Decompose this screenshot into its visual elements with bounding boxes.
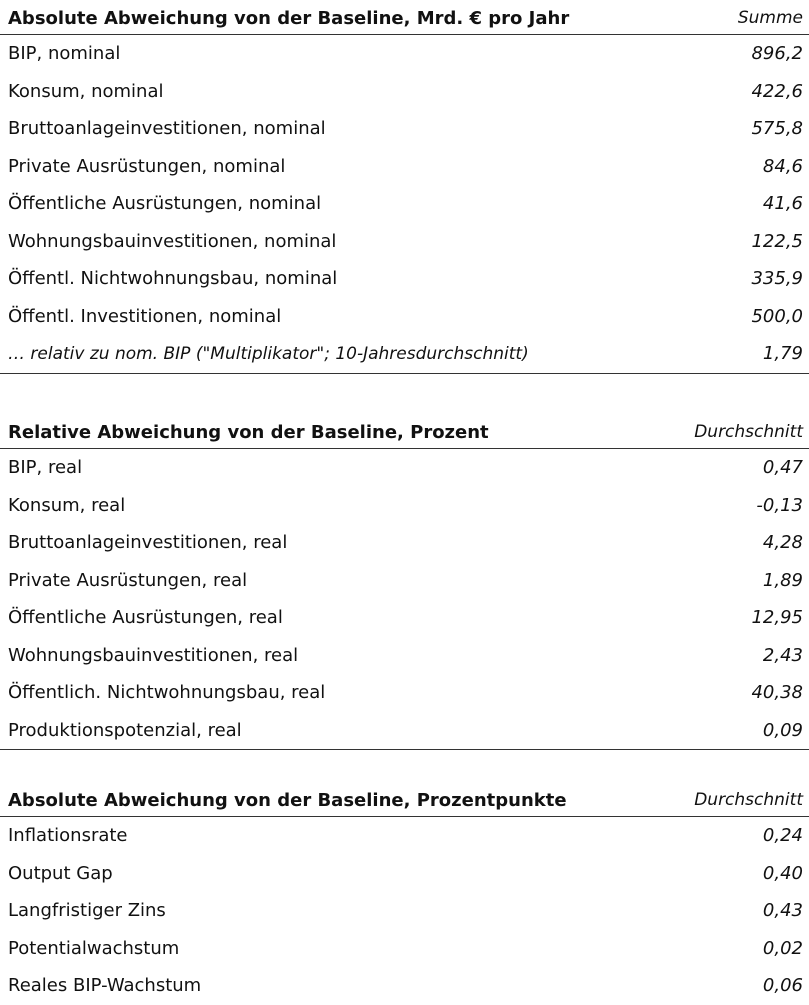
table-row: [0, 73, 809, 111]
row-value: 12,95: [751, 607, 803, 629]
table-row: [0, 855, 809, 893]
section-title: Absolute Abweichung von der Baseline, Mrd. € pro Jahr: [8, 7, 570, 29]
table-row: [0, 35, 809, 73]
table-row: [0, 449, 809, 487]
row-value: 41,6: [762, 193, 803, 215]
row-value: 1,79: [762, 343, 803, 365]
row-label: Produktionspotenzial, real: [8, 719, 242, 741]
row-label: Konsum, real: [8, 494, 126, 516]
column-header: Durchschnitt: [694, 422, 803, 442]
section-rows: [0, 449, 809, 750]
section-header: [0, 416, 809, 449]
row-label: Output Gap: [8, 862, 113, 884]
row-value: 0,24: [762, 825, 803, 847]
row-value: 335,9: [751, 268, 803, 290]
row-value: 40,38: [751, 682, 803, 704]
table-row: [0, 892, 809, 930]
row-value: 500,0: [751, 305, 803, 327]
row-value: 4,28: [762, 532, 803, 554]
row-label: Private Ausrüstungen, real: [8, 569, 248, 591]
row-value: 2,43: [762, 644, 803, 666]
row-value: 0,02: [762, 937, 803, 959]
row-label: … relativ zu nom. BIP ("Multiplikator"; 10-Jahresdurchschnitt): [8, 343, 529, 364]
row-label: Öffentl. Nichtwohnungsbau, nominal: [8, 268, 338, 290]
row-value: 0,06: [762, 975, 803, 997]
row-label: Potentialwachstum: [8, 937, 180, 959]
row-label: Langfristiger Zins: [8, 900, 166, 922]
row-value: 422,6: [751, 80, 803, 102]
table-row: [0, 817, 809, 855]
table-row: [0, 562, 809, 600]
table-row: [0, 110, 809, 148]
table-row: [0, 524, 809, 562]
section-rows: [0, 817, 809, 1005]
row-label: BIP, real: [8, 457, 83, 479]
row-value: 1,89: [762, 569, 803, 591]
section-header: [0, 2, 809, 35]
table-row: [0, 967, 809, 1005]
row-label: BIP, nominal: [8, 43, 121, 65]
row-value: 0,47: [762, 457, 803, 479]
section-absolute-eur: [0, 2, 809, 374]
row-label: Öffentliche Ausrüstungen, nominal: [8, 193, 322, 215]
table-row: [0, 148, 809, 186]
row-value: 0,40: [762, 862, 803, 884]
row-label: Private Ausrüstungen, nominal: [8, 155, 286, 177]
table-row: [0, 185, 809, 223]
table-row: [0, 712, 809, 750]
multiplier-row: [0, 335, 809, 373]
table-row: [0, 637, 809, 675]
row-label: Öffentl. Investitionen, nominal: [8, 305, 282, 327]
row-label: Bruttoanlageinvestitionen, nominal: [8, 118, 326, 140]
row-value: 575,8: [751, 118, 803, 140]
row-value: -0,13: [756, 494, 803, 516]
section-rows: [0, 35, 809, 374]
section-title: Relative Abweichung von der Baseline, Prozent: [8, 421, 489, 443]
section-absolute-percentage-points: [0, 784, 809, 1005]
table-row: [0, 674, 809, 712]
row-label: Inflationsrate: [8, 825, 128, 847]
row-label: Wohnungsbauinvestitionen, nominal: [8, 230, 337, 252]
column-header: Summe: [737, 8, 803, 28]
table-row: [0, 930, 809, 968]
table-row: [0, 599, 809, 637]
section-header: [0, 784, 809, 817]
row-label: Wohnungsbauinvestitionen, real: [8, 644, 299, 666]
row-label: Öffentliche Ausrüstungen, real: [8, 607, 283, 629]
table-row: [0, 223, 809, 261]
table-row: [0, 260, 809, 298]
row-label: Konsum, nominal: [8, 80, 164, 102]
row-value: 84,6: [762, 155, 803, 177]
column-header: Durchschnitt: [694, 790, 803, 810]
table-row: [0, 487, 809, 525]
row-value: 896,2: [751, 43, 803, 65]
row-value: 0,09: [762, 719, 803, 741]
section-relative-percent: [0, 416, 809, 750]
row-label: Reales BIP-Wachstum: [8, 975, 202, 997]
row-label: Öffentlich. Nichtwohnungsbau, real: [8, 682, 326, 704]
row-value: 122,5: [751, 230, 803, 252]
table-row: [0, 298, 809, 336]
row-value: 0,43: [762, 900, 803, 922]
section-title: Absolute Abweichung von der Baseline, Prozentpunkte: [8, 789, 567, 811]
row-label: Bruttoanlageinvestitionen, real: [8, 532, 288, 554]
